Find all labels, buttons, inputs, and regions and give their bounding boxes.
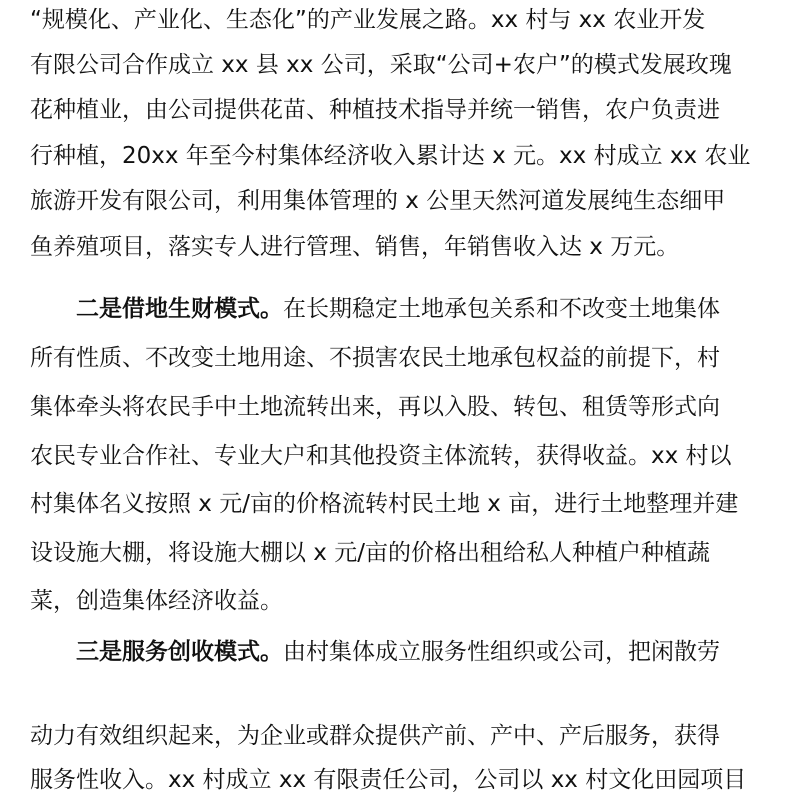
text-line: [30, 535, 775, 571]
line-text: 集体牵头将农民手中土地流转出来，再以入股、转包、租赁等形式向: [30, 394, 720, 420]
text-line: [30, 389, 775, 425]
line-text: 由村集体成立服务性组织或公司，把闲散劳: [283, 639, 720, 665]
line-text: 行种植，20xx 年至今村集体经济收入累计达 x 元。xx 村成立 xx 农业: [30, 143, 751, 169]
paragraph-heading-line: [76, 291, 775, 327]
line-text: 鱼养殖项目，落实专人进行管理、销售，年销售收入达 x 万元。: [30, 234, 680, 260]
paragraph-heading-line: [76, 634, 775, 670]
text-line: [30, 762, 775, 798]
text-line: [30, 138, 775, 174]
line-text: 农民专业合作社、专业大户和其他投资主体流转，获得收益。xx 村以: [30, 443, 732, 469]
line-text: 旅游开发有限公司，利用集体管理的 x 公里天然河道发展纯生态细甲: [30, 188, 726, 214]
text-line: [30, 340, 775, 376]
text-line: [30, 583, 775, 619]
text-line: [30, 2, 775, 38]
text-line: [30, 718, 775, 754]
section-heading: 二是借地生财模式。: [76, 296, 283, 322]
line-text: 有限公司合作成立 xx 县 xx 公司，采取“公司+农户”的模式发展玫瑰: [30, 52, 732, 78]
text-line: [30, 486, 775, 522]
text-line: [30, 92, 775, 128]
line-text: 在长期稳定土地承包关系和不改变土地集体: [283, 296, 720, 322]
line-text: “规模化、产业化、生态化”的产业发展之路。xx 村与 xx 农业开发: [30, 7, 706, 33]
text-line: [30, 47, 775, 83]
text-line: [30, 183, 775, 219]
line-text: 菜，创造集体经济收益。: [30, 588, 283, 614]
section-heading: 三是服务创收模式。: [76, 639, 283, 665]
text-line: [30, 229, 775, 265]
line-text: 服务性收入。xx 村成立 xx 有限责任公司，公司以 xx 村文化田园项目: [30, 767, 747, 793]
line-text: 花种植业，由公司提供花苗、种植技术指导并统一销售，农户负责进: [30, 97, 720, 123]
line-text: 所有性质、不改变土地用途、不损害农民土地承包权益的前提下，村: [30, 345, 720, 371]
line-text: 动力有效组织起来，为企业或群众提供产前、产中、产后服务，获得: [30, 723, 720, 749]
line-text: 设设施大棚，将设施大棚以 x 元/亩的价格出租给私人种植户种植蔬: [30, 540, 710, 566]
line-text: 村集体名义按照 x 元/亩的价格流转村民土地 x 亩，进行土地整理并建: [30, 491, 739, 517]
text-line: [30, 438, 775, 474]
